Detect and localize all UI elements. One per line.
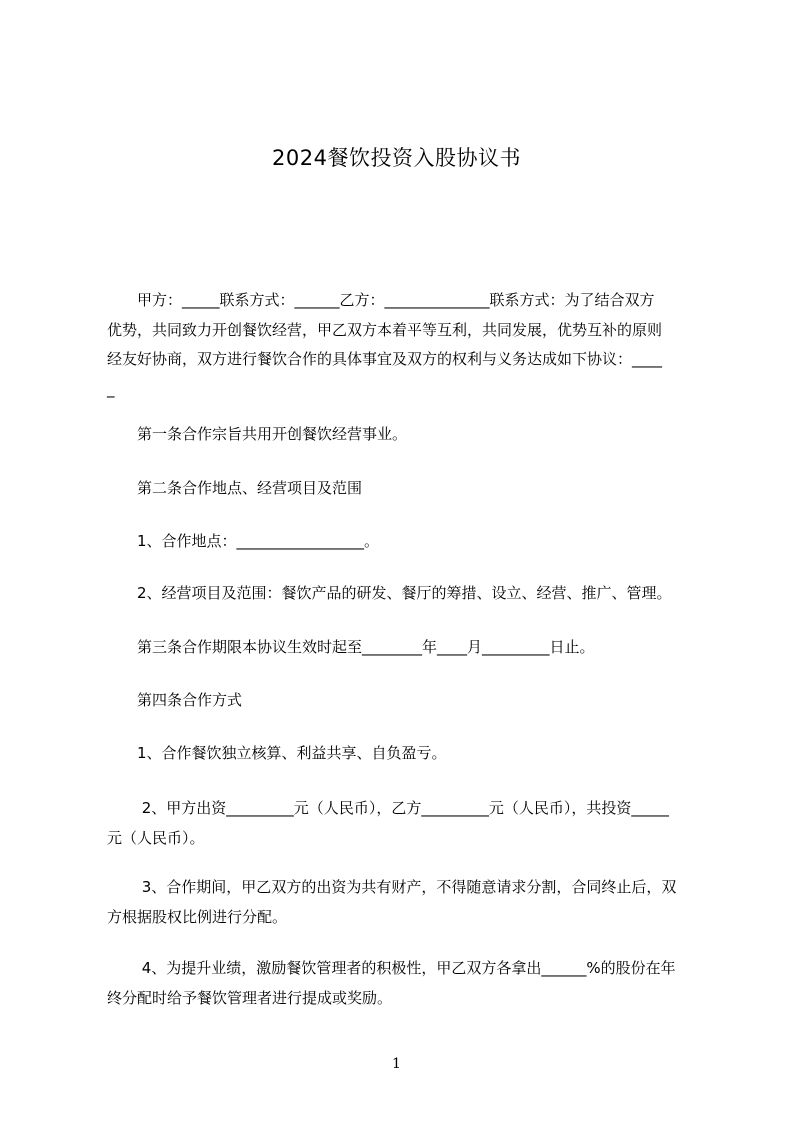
article-2-heading-text: 第二条合作地点、经营项目及范围 (107, 479, 363, 497)
article-2-item-1 (107, 527, 707, 557)
article-4-item-4-line-1: 4、为提升业绩，激励餐饮管理者的积极性，甲乙双方各拿出______%的股份在年 (107, 959, 676, 977)
intro-paragraph (107, 286, 707, 404)
article-4-item-3-line-1: 3、合作期间，甲乙双方的出资为共有财产，不得随意请求分割，合同终止后，双 (107, 878, 677, 896)
article-2-heading (107, 474, 707, 504)
article-1 (107, 420, 707, 450)
article-4-heading (107, 686, 707, 716)
article-4-item-2-line-1: 2、甲方出资_________元（人民币），乙方_________元（人民币），共投资_____ (107, 799, 669, 817)
document-title: 2024餐饮投资入股协议书 (272, 146, 521, 170)
intro-line-2: 优势，共同致力开创餐饮经营，甲乙双方本着平等互利，共同发展，优势互补的原则 (107, 320, 663, 339)
article-4-item-1-text: 1、合作餐饮独立核算、利益共享、自负盈亏。 (107, 744, 447, 762)
article-4-item-2 (107, 794, 707, 853)
intro-line-4: _ (107, 379, 115, 398)
article-4-item-4-line-2: 终分配时给予餐饮管理者进行提成或奖励。 (107, 988, 393, 1007)
article-1-text: 第一条合作宗旨共用开创餐饮经营事业。 (107, 425, 408, 443)
article-2-item-2 (107, 579, 707, 609)
page-number: 1 (392, 1056, 401, 1072)
article-4-item-3 (107, 873, 707, 932)
article-4-item-4 (107, 954, 707, 1013)
article-2-item-1-text: 1、合作地点：_________________。 (107, 532, 380, 550)
article-4-item-3-line-2: 方根据股权比例进行分配。 (107, 907, 288, 926)
intro-line-3: 经友好协商，双方进行餐饮合作的具体事宜及双方的权利与义务达成如下协议：____ (107, 350, 663, 368)
article-3-text: 第三条合作期限本协议生效时起至________年____月_________日止。 (107, 638, 595, 656)
article-3 (107, 633, 707, 663)
intro-line-1: 甲方：_____联系方式：______乙方：______________联系方式：为了结合双方 (107, 291, 655, 309)
article-4-item-2-line-2: 元（人民币）。 (107, 828, 205, 847)
article-4-heading-text: 第四条合作方式 (107, 691, 243, 709)
article-4-item-1 (107, 739, 707, 769)
article-2-item-2-text: 2、经营项目及范围：餐饮产品的研发、餐厅的筹措、设立、经营、推广、管理。 (107, 584, 672, 602)
